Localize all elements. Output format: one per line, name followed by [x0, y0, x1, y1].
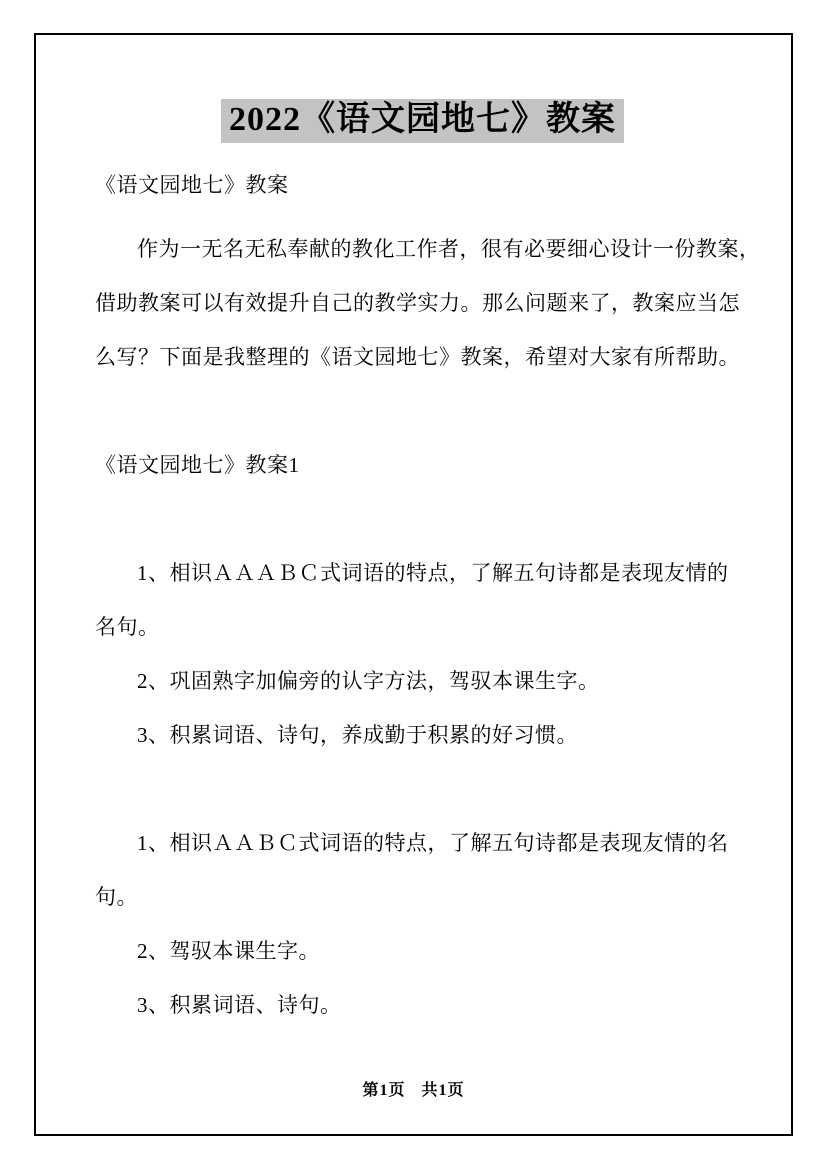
text-line: 么写？下面是我整理的《语文园地七》教案，希望对大家有所帮助。 — [95, 345, 740, 369]
text-line: 《语文园地七》教案 — [95, 173, 289, 197]
title-highlight: 2022《语文园地七》教案 — [221, 99, 624, 143]
text-line: 2、巩固熟字加偏旁的认字方法，驾驭本课生字。 — [137, 669, 600, 693]
empty-line — [95, 384, 750, 438]
text-line: 句。 — [95, 885, 138, 909]
document-title — [95, 99, 750, 145]
paragraph — [95, 438, 750, 492]
empty-line — [95, 492, 750, 546]
text-line: 1、相识ＡＡＢＣ式词语的特点，了解五句诗都是表现友情的名 — [137, 831, 729, 855]
paragraph — [95, 654, 750, 708]
text-line: 2、驾驭本课生字。 — [137, 939, 320, 963]
paragraph — [95, 816, 750, 924]
text-line: 3、积累词语、诗句。 — [137, 993, 342, 1017]
paragraph — [95, 924, 750, 978]
empty-line — [95, 762, 750, 816]
paragraph — [95, 978, 750, 1032]
paragraph — [95, 708, 750, 762]
text-line: 《语文园地七》教案1 — [95, 453, 300, 477]
text-line: 借助教案可以有效提升自己的教学实力。那么问题来了，教案应当怎 — [95, 291, 740, 315]
text-line: 作为一无名无私奉献的教化工作者，很有必要细心设计一份教案， — [137, 237, 761, 261]
page-footer — [36, 1081, 791, 1101]
paragraph — [95, 222, 761, 384]
document-body — [95, 35, 761, 1032]
footer-page-number: 第1页 — [362, 1082, 406, 1099]
text-line: 1、相识ＡＡＡＢＣ式词语的特点，了解五句诗都是表现友情的 — [137, 561, 729, 585]
paragraph — [95, 158, 750, 212]
paragraph — [95, 546, 750, 654]
text-line: 名句。 — [95, 615, 160, 639]
text-line: 3、积累词语、诗句，养成勤于积累的好习惯。 — [137, 723, 578, 747]
footer-total-pages: 共1页 — [421, 1082, 465, 1099]
document-page — [34, 33, 793, 1136]
